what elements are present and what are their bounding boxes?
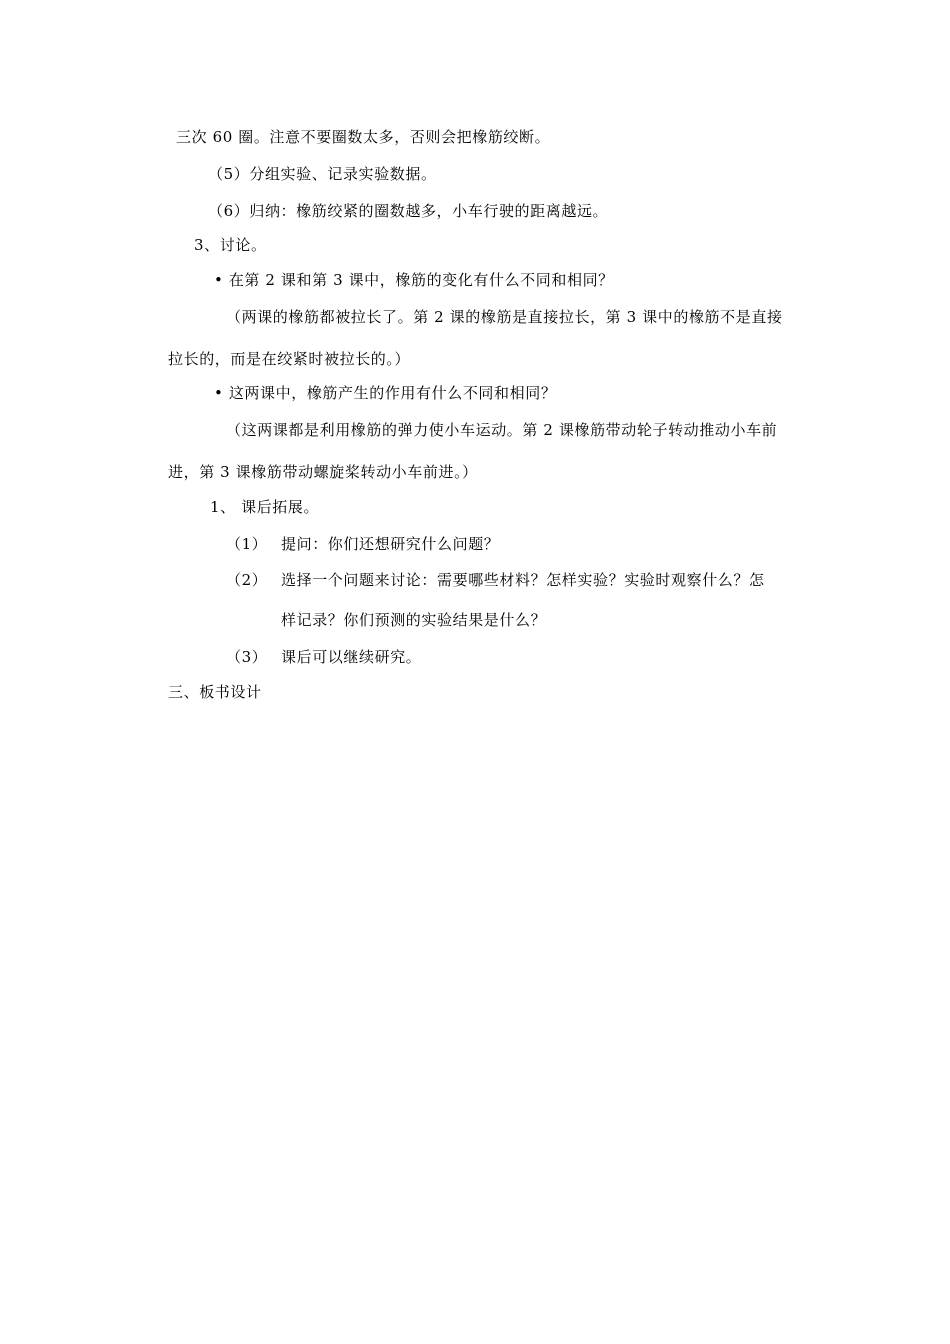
- paragraph-line: 三次 60 圈。注意不要圈数太多，否则会把橡筋绞断。: [176, 128, 551, 146]
- list-number: （1）: [226, 535, 268, 553]
- list-number: （2）: [226, 571, 268, 589]
- bullet-question: • 这两课中，橡筋产生的作用有什么不同和相同？: [214, 384, 557, 402]
- answer-line: 拉长的，而是在绞紧时被拉长的。）: [168, 350, 411, 368]
- paragraph-line: （5）分组实验、记录实验数据。: [208, 165, 437, 183]
- list-item-text: 提问：你们还想研究什么问题？: [281, 535, 500, 553]
- list-number: （3）: [226, 648, 268, 666]
- list-item-text: 选择一个问题来讨论：需要哪些材料？怎样实验？实验时观察什么？怎: [281, 571, 765, 589]
- answer-line: （两课的橡筋都被拉长了。第 2 课的橡筋是直接拉长，第 3 课中的橡筋不是直接: [226, 308, 783, 326]
- section-heading: 1、 课后拓展。: [210, 498, 320, 516]
- answer-line: 进，第 3 课橡筋带动螺旋桨转动小车前进。）: [168, 463, 478, 481]
- list-item-text: 课后可以继续研究。: [281, 648, 422, 666]
- section-heading: 3、讨论。: [194, 236, 267, 254]
- answer-line: （这两课都是利用橡筋的弹力使小车运动。第 2 课橡筋带动轮子转动推动小车前: [226, 421, 778, 439]
- bullet-question: • 在第 2 课和第 3 课中，橡筋的变化有什么不同和相同？: [214, 271, 614, 289]
- paragraph-line: （6）归纳：橡筋绞紧的圈数越多，小车行驶的距离越远。: [208, 202, 609, 220]
- list-item-text: 样记录？你们预测的实验结果是什么？: [281, 611, 547, 629]
- section-title: 三、板书设计: [168, 683, 262, 701]
